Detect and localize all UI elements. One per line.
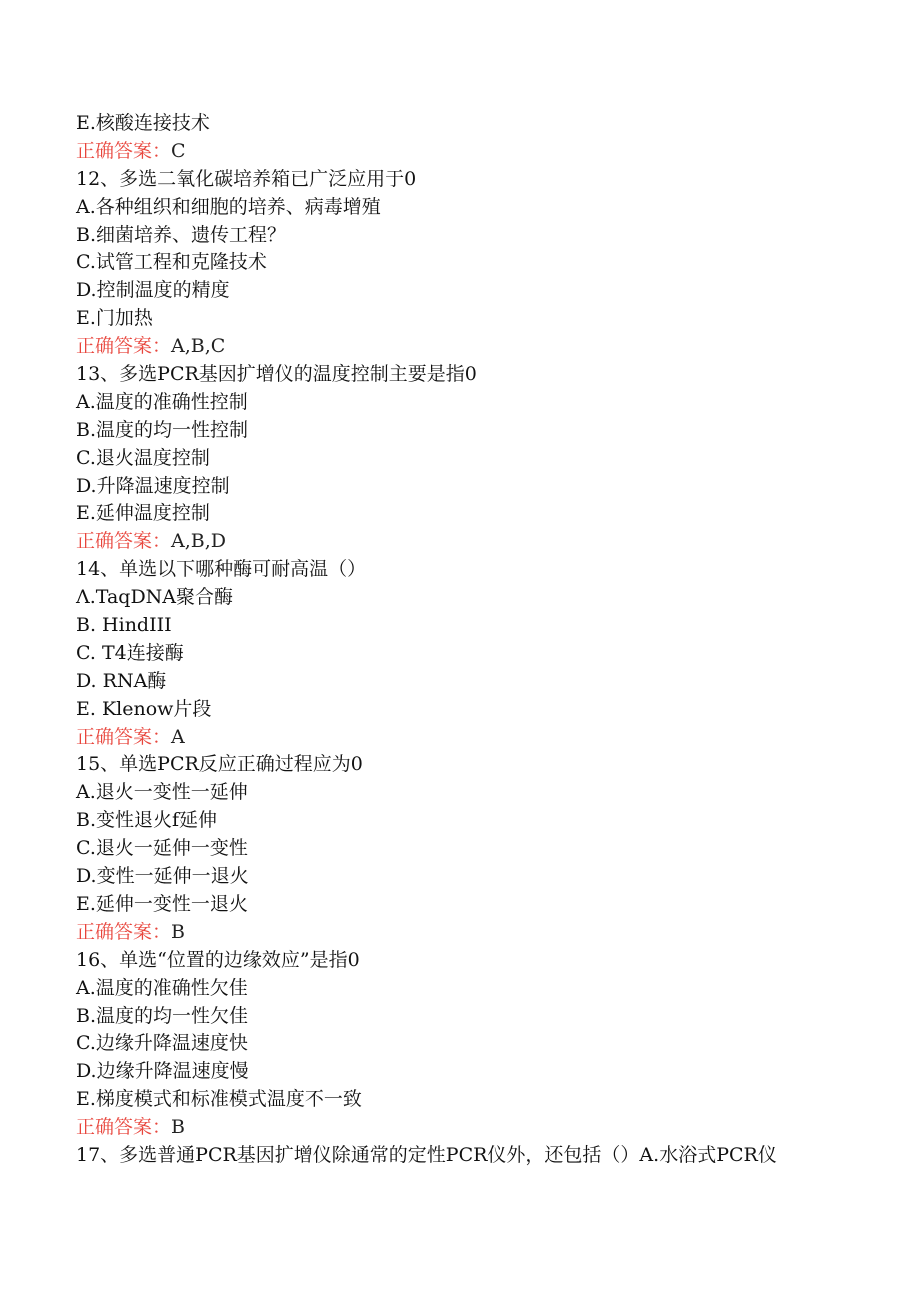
question-line: 14、单选以下哪种酶可耐高温（） xyxy=(76,558,367,581)
option-line: C.试管工程和克隆技术 xyxy=(76,251,267,274)
option-line: B.温度的均一性欠佳 xyxy=(76,1004,249,1027)
option-line: B.细菌培养、遗传工程？ xyxy=(76,223,287,246)
correct-answer-line xyxy=(76,528,876,556)
option-line: B.变性退火f延伸 xyxy=(76,809,218,832)
option-line: E.延伸温度控制 xyxy=(76,502,210,525)
answer-value: A xyxy=(171,725,185,748)
option-line: C.退火一延伸一变性 xyxy=(76,837,248,860)
correct-answer-line xyxy=(76,138,876,166)
correct-answer-line xyxy=(76,1114,876,1142)
option-line: A.温度的准确性控制 xyxy=(76,390,248,413)
option-line: C.退火温度控制 xyxy=(76,446,210,469)
question-line: 15、单选PCR反应正确过程应为0 xyxy=(76,753,363,776)
option-line: D.升降温速度控制 xyxy=(76,474,230,497)
correct-answer-line xyxy=(76,724,876,752)
answer-value: B xyxy=(171,920,185,943)
option-line: D.控制温度的精度 xyxy=(76,279,230,302)
option-line: D.边缘升降温速度慢 xyxy=(76,1060,249,1083)
option-line: A.各种组织和细胞的培养、病毒增殖 xyxy=(76,195,381,218)
answer-value: A,B,D xyxy=(171,530,227,553)
answer-label: 正确答案： xyxy=(76,725,172,748)
answer-label: 正确答案： xyxy=(76,139,172,162)
correct-answer-line xyxy=(76,333,876,361)
option-line: E.门加热 xyxy=(76,307,153,330)
answer-label: 正确答案： xyxy=(76,1116,172,1139)
answer-label: 正确答案： xyxy=(76,335,172,358)
option-line: D. RNA酶 xyxy=(76,669,167,692)
option-line: B. HindIII xyxy=(76,614,172,637)
answer-value: A,B,C xyxy=(171,335,226,358)
option-line: E.核酸连接技术 xyxy=(76,112,210,134)
answer-label: 正确答案： xyxy=(76,530,172,553)
option-line: Λ.TaqDNA聚合酶 xyxy=(76,586,234,609)
question-line: 12、多选二氧化碳培养箱已广泛应用于0 xyxy=(76,167,417,190)
option-line: C.边缘升降温速度快 xyxy=(76,1032,248,1055)
answer-value: C xyxy=(171,139,186,162)
option-line: B.温度的均一性控制 xyxy=(76,418,249,441)
question-line: 17、多选普通PCR基因扩增仪除通常的定性PCR仪外，还包括（）A.水浴式PCR仪 xyxy=(76,1143,777,1166)
answer-value: B xyxy=(171,1116,185,1139)
option-line: A.退火一变性一延伸 xyxy=(76,781,248,804)
answer-label: 正确答案： xyxy=(76,920,172,943)
question-line: 16、单选“位置的边缘效应”是指0 xyxy=(76,948,360,971)
option-line: E. Klenow片段 xyxy=(76,697,212,720)
document-page xyxy=(76,110,876,1170)
option-line: D.变性一延伸一退火 xyxy=(76,865,249,888)
option-line: E.梯度模式和标准模式温度不一致 xyxy=(76,1088,362,1111)
question-line: 13、多选PCR基因扩增仪的温度控制主要是指0 xyxy=(76,363,477,386)
option-line: E.延伸一变性一退火 xyxy=(76,892,248,915)
option-line: C. T4连接酶 xyxy=(76,641,184,664)
correct-answer-line xyxy=(76,919,876,947)
option-line: A.温度的准确性欠佳 xyxy=(76,976,248,999)
